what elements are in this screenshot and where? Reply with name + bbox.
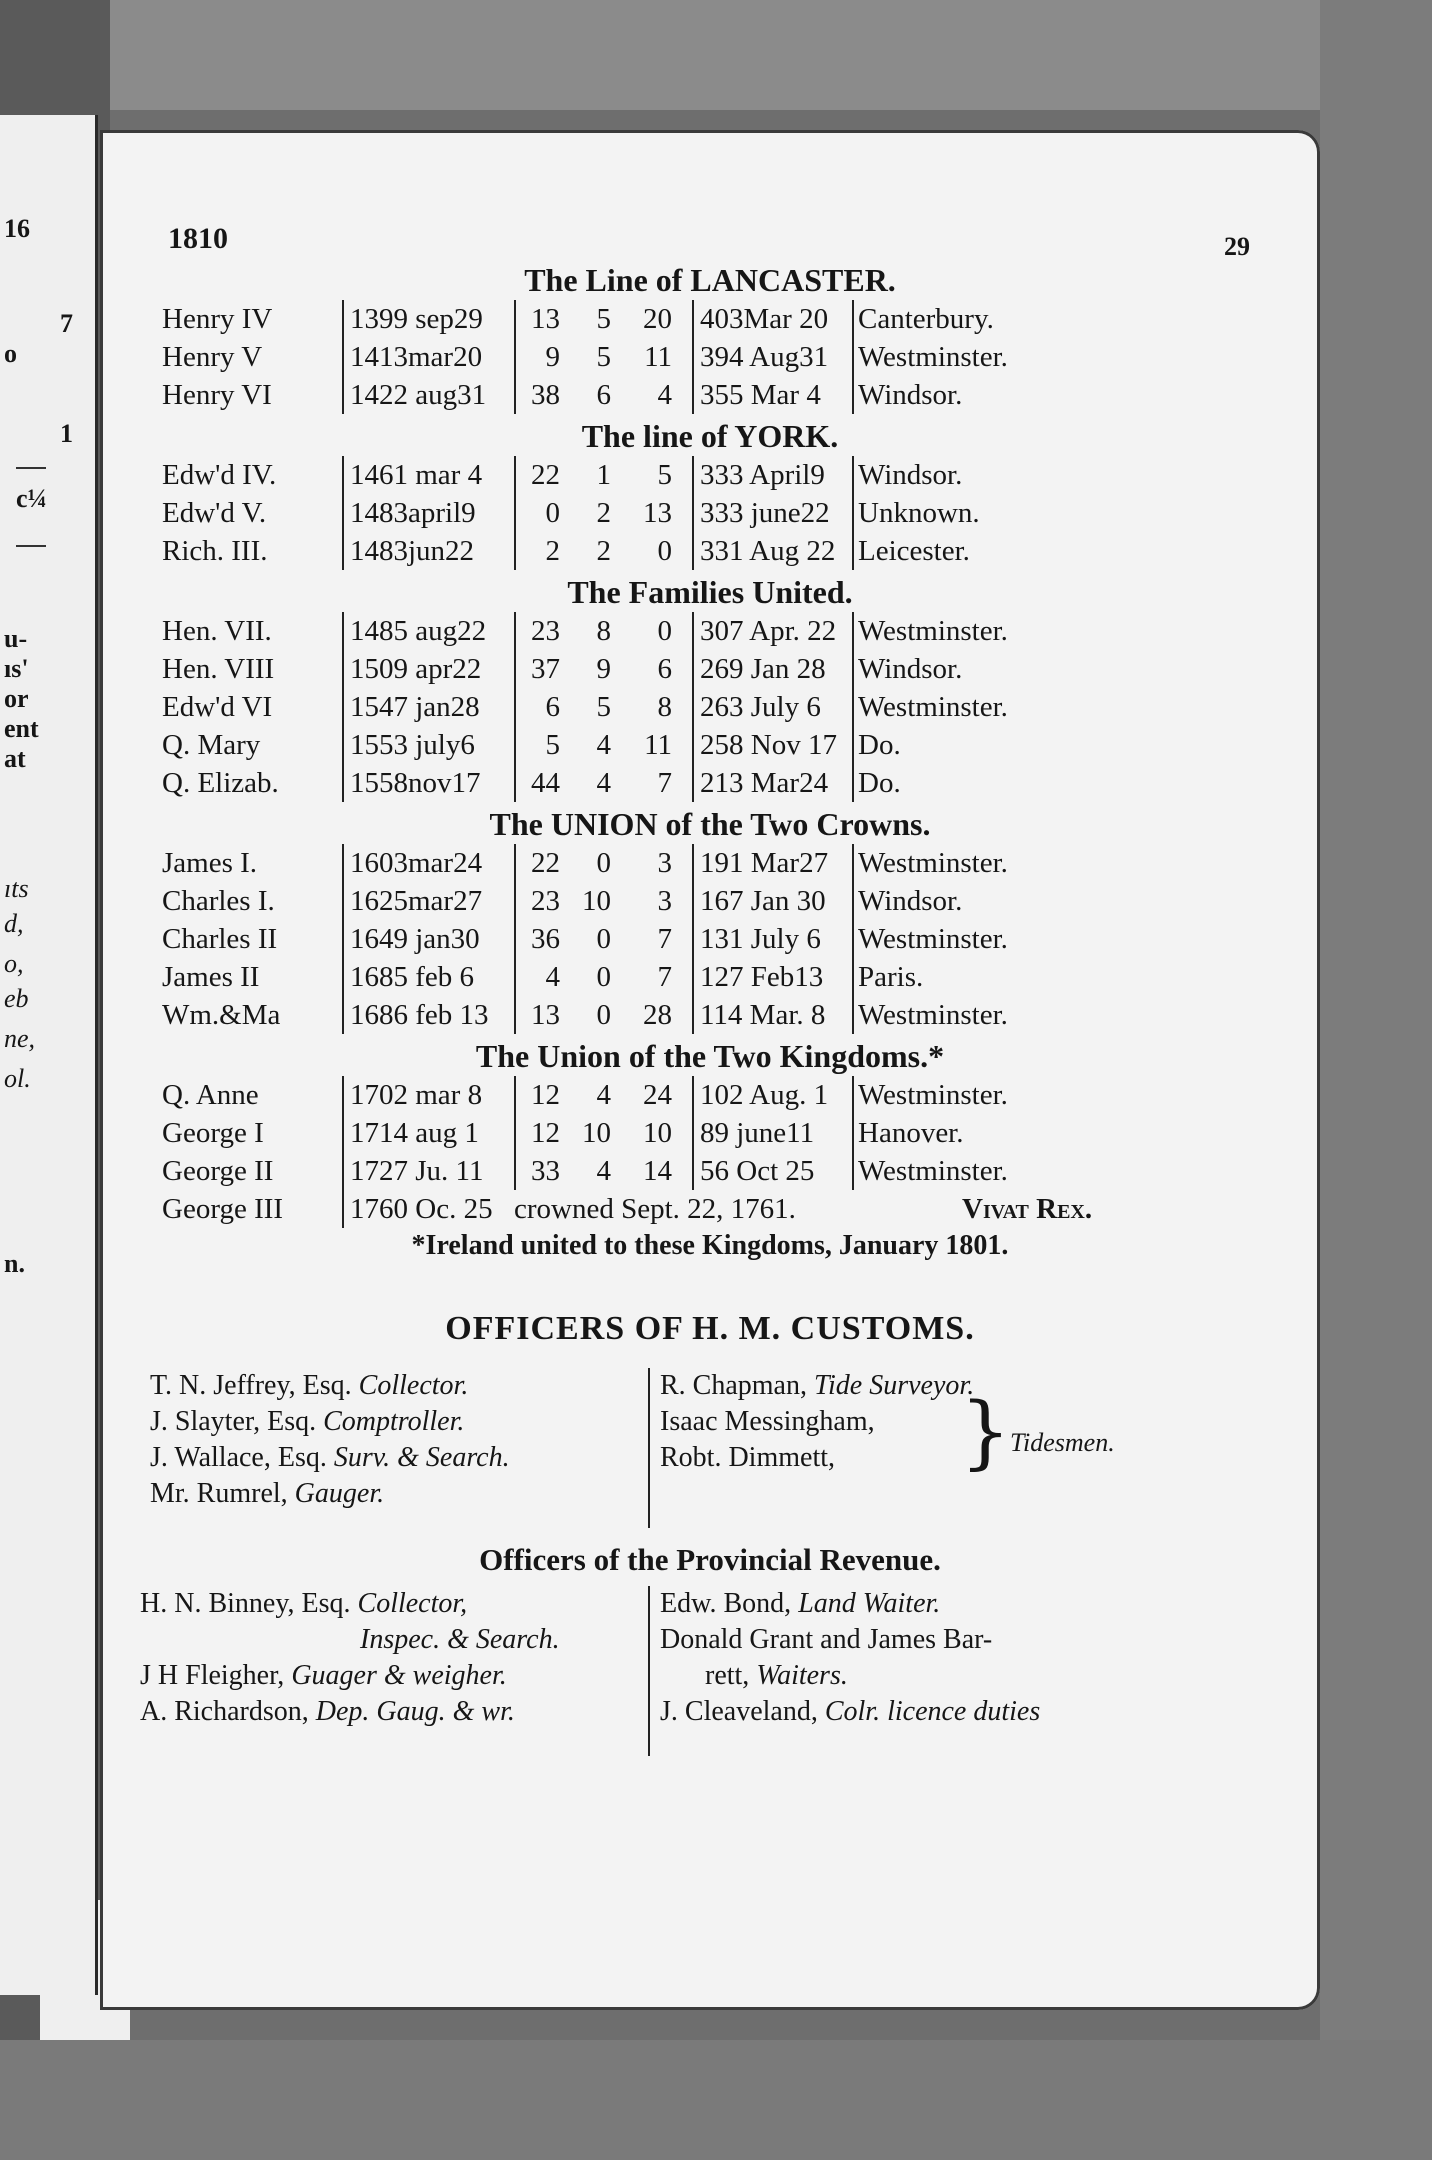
monarch-row xyxy=(162,688,1262,726)
accession-date: 1483jun22 xyxy=(342,532,500,570)
provincial-officer xyxy=(140,1694,515,1730)
vivat-rex: Vivat Rex. xyxy=(962,1193,1093,1225)
provincial-officer xyxy=(660,1622,992,1658)
officer-role: Tide Surveyor. xyxy=(814,1370,975,1401)
accession-date: 1625mar27 xyxy=(342,882,500,920)
officer-role: Colr. licence duties xyxy=(824,1696,1041,1727)
reign-years: 13 xyxy=(514,300,564,338)
reign-years: 38 xyxy=(514,376,564,414)
accession-date: 1686 feb 13 xyxy=(342,996,500,1034)
monarch-row xyxy=(162,300,1262,338)
facing-page-rule xyxy=(16,545,46,547)
reign-years: 33 xyxy=(514,1152,564,1190)
customs-officer xyxy=(150,1440,510,1476)
facing-page-fragment: o xyxy=(4,339,17,368)
reign-days: 7 xyxy=(657,923,672,955)
reign-months: 8 xyxy=(596,615,611,647)
customs-officer xyxy=(150,1476,384,1512)
officer-name: rett, xyxy=(705,1660,750,1691)
officer-name: R. Chapman, xyxy=(660,1370,807,1401)
almanac-page xyxy=(100,130,1320,2010)
column-divider xyxy=(648,1368,650,1528)
death-date: 167 Jan 30 xyxy=(692,882,850,920)
monarch-name: Hen. VIII xyxy=(162,653,275,685)
facing-page-fragment: c¼ xyxy=(16,484,48,513)
monarch-name: George I xyxy=(162,1117,264,1149)
burial-place: Windsor. xyxy=(852,456,1098,494)
death-date: 127 Feb13 xyxy=(692,958,850,996)
reign-days: 3 xyxy=(657,847,672,879)
reign-days: 14 xyxy=(643,1155,672,1187)
facing-page-rule xyxy=(16,467,46,469)
facing-page xyxy=(0,115,98,1995)
accession-date: 1483april9 xyxy=(342,494,500,532)
background-right xyxy=(1320,0,1432,2160)
reign-days: 7 xyxy=(657,767,672,799)
facing-page-fragment: u- xyxy=(4,624,28,653)
monarch-name: Wm.&Ma xyxy=(162,999,281,1031)
monarch-name: Q. Mary xyxy=(162,729,261,761)
burial-place: Windsor. xyxy=(852,376,1098,414)
reign-months: 10 xyxy=(582,1117,611,1149)
accession-date: 1461 mar 4 xyxy=(342,456,500,494)
officer-name: Edw. Bond, xyxy=(660,1588,792,1619)
reign-months: 4 xyxy=(596,767,611,799)
reign-days: 3 xyxy=(657,885,672,917)
monarch-name: Hen. VII. xyxy=(162,615,272,647)
reign-years: 22 xyxy=(514,456,564,494)
reign-months: 0 xyxy=(596,961,611,993)
reign-days: 10 xyxy=(643,1117,672,1149)
officer-name: A. Richardson, xyxy=(140,1696,309,1727)
provincial-heading: Officers of the Provincial Revenue. xyxy=(479,1542,941,1577)
reign-days: 24 xyxy=(643,1079,672,1111)
death-date: 56 Oct 25 xyxy=(692,1152,850,1190)
death-date: 333 june22 xyxy=(692,494,850,532)
reign-months: 4 xyxy=(596,1079,611,1111)
monarch-name: Henry IV xyxy=(162,303,273,335)
section-heading: The Families United. xyxy=(567,574,853,610)
accession-date: 1727 Ju. 11 xyxy=(342,1152,500,1190)
reign-years: 9 xyxy=(514,338,564,376)
officer-role: Collector, xyxy=(357,1588,468,1619)
reign-months: 0 xyxy=(596,923,611,955)
page-number: 29 xyxy=(1224,232,1250,261)
burial-place: Canterbury. xyxy=(852,300,1098,338)
reign-months: 6 xyxy=(596,379,611,411)
facing-page-fragment: ol. xyxy=(4,1064,31,1093)
accession-date: 1714 aug 1 xyxy=(342,1114,500,1152)
burial-place: Do. xyxy=(852,726,1098,764)
monarch-name: George II xyxy=(162,1155,274,1187)
monarch-row xyxy=(162,726,1262,764)
monarch-row xyxy=(162,376,1262,414)
accession-date: 1413mar20 xyxy=(342,338,500,376)
death-date: 131 July 6 xyxy=(692,920,850,958)
monarch-name: Rich. III. xyxy=(162,535,268,567)
reign-years: 13 xyxy=(514,996,564,1034)
reign-years: 12 xyxy=(514,1114,564,1152)
monarch-row xyxy=(162,1114,1262,1152)
officer-name: J. Cleaveland, xyxy=(660,1696,818,1727)
reign-years: 2 xyxy=(514,532,564,570)
reign-months: 4 xyxy=(596,1155,611,1187)
provincial-officer xyxy=(140,1658,507,1694)
reign-days: 28 xyxy=(643,999,672,1031)
facing-page-fragment: eb xyxy=(4,984,29,1013)
reign-days: 0 xyxy=(657,615,672,647)
death-date: 102 Aug. 1 xyxy=(692,1076,850,1114)
customs-officer xyxy=(660,1404,875,1440)
reign-years: 44 xyxy=(514,764,564,802)
monarch-name: Edw'd VI xyxy=(162,691,273,723)
customs-officer xyxy=(150,1368,468,1404)
customs-officer xyxy=(150,1404,464,1440)
burial-place: Westminster. xyxy=(852,688,1098,726)
accession-date: 1603mar24 xyxy=(342,844,500,882)
reign-months: 1 xyxy=(596,459,611,491)
officer-name: Donald Grant and James Bar- xyxy=(660,1624,993,1655)
reign-years: 23 xyxy=(514,612,564,650)
reign-days: 20 xyxy=(643,303,672,335)
monarch-row xyxy=(162,764,1262,802)
death-date: 213 Mar24 xyxy=(692,764,850,802)
burial-place: Do. xyxy=(852,764,1098,802)
reign-days: 7 xyxy=(657,961,672,993)
officer-role: Comptroller. xyxy=(323,1406,465,1437)
reign-months: 5 xyxy=(596,303,611,335)
reign-months: 2 xyxy=(596,535,611,567)
burial-place: Westminster. xyxy=(852,920,1098,958)
monarch-name: James I. xyxy=(162,847,258,879)
accession-date: 1485 aug22 xyxy=(342,612,500,650)
monarch-row xyxy=(162,996,1262,1034)
burial-place: Westminster. xyxy=(852,612,1098,650)
monarch-name: George III xyxy=(162,1193,284,1225)
officer-name: J. Wallace, Esq. xyxy=(150,1442,327,1473)
accession-date: 1558nov17 xyxy=(342,764,500,802)
monarch-name: Charles I. xyxy=(162,885,275,917)
accession-date: 1509 apr22 xyxy=(342,650,500,688)
accession-date: 1422 aug31 xyxy=(342,376,500,414)
reign-years: 6 xyxy=(514,688,564,726)
facing-page-fragment: ıs' xyxy=(4,654,29,683)
reign-days: 8 xyxy=(657,691,672,723)
death-date: 394 Aug31 xyxy=(692,338,850,376)
death-date: 403Mar 20 xyxy=(692,300,850,338)
reign-months: 0 xyxy=(596,847,611,879)
death-date: 355 Mar 4 xyxy=(692,376,850,414)
monarch-row xyxy=(162,1190,1262,1228)
death-date: 269 Jan 28 xyxy=(692,650,850,688)
reign-years: 5 xyxy=(514,726,564,764)
officer-role: Dep. Gaug. & wr. xyxy=(315,1696,515,1727)
footnote: *Ireland united to these Kingdoms, January 1801. xyxy=(411,1230,1009,1261)
death-date: 114 Mar. 8 xyxy=(692,996,850,1034)
facing-page-fragment: 1 xyxy=(60,419,73,448)
monarch-row xyxy=(162,338,1262,376)
section-heading: The Line of LANCASTER. xyxy=(524,262,896,298)
reign-years: 37 xyxy=(514,650,564,688)
monarch-row xyxy=(162,1076,1262,1114)
brace: } xyxy=(960,1385,1011,1478)
monarch-row xyxy=(162,456,1262,494)
reign-years: 4 xyxy=(514,958,564,996)
customs-heading: OFFICERS OF H. M. CUSTOMS. xyxy=(445,1310,975,1347)
reign-days: 5 xyxy=(657,459,672,491)
death-date: 333 April9 xyxy=(692,456,850,494)
facing-page-fragment: ıts xyxy=(4,874,29,903)
reign-days: 11 xyxy=(644,341,672,373)
reign-days: 6 xyxy=(657,653,672,685)
monarch-name: Edw'd V. xyxy=(162,497,267,529)
facing-page-fragment: or xyxy=(4,684,29,713)
accession-date: 1553 july6 xyxy=(342,726,500,764)
officer-role: Waiters. xyxy=(756,1660,848,1691)
officer-name: J. Slayter, Esq. xyxy=(150,1406,317,1437)
death-date: 263 July 6 xyxy=(692,688,850,726)
burial-place: Westminster. xyxy=(852,844,1098,882)
accession-date: 1399 sep29 xyxy=(342,300,500,338)
monarch-row xyxy=(162,1152,1262,1190)
death-date: 307 Apr. 22 xyxy=(692,612,850,650)
column-divider xyxy=(648,1586,650,1756)
monarch-row xyxy=(162,882,1262,920)
accession-date: 1760 Oc. 25 xyxy=(342,1190,500,1228)
monarch-name: Q. Elizab. xyxy=(162,767,279,799)
burial-place: Leicester. xyxy=(852,532,1098,570)
facing-page-fragment: ne, xyxy=(4,1024,36,1053)
officer-role: Land Waiter. xyxy=(798,1588,941,1619)
burial-place: Unknown. xyxy=(852,494,1098,532)
facing-page-fragment: 16 xyxy=(4,214,30,243)
provincial-officer xyxy=(360,1622,560,1658)
page-year: 1810 xyxy=(168,222,228,255)
section-heading: The Union of the Two Kingdoms.* xyxy=(475,1038,945,1074)
officer-name: Robt. Dimmett, xyxy=(660,1442,835,1473)
monarch-row xyxy=(162,650,1262,688)
reign-days: 0 xyxy=(657,535,672,567)
facing-page-fragment: ent xyxy=(4,714,39,743)
death-date: 258 Nov 17 xyxy=(692,726,850,764)
officer-role: Inspec. & Search. xyxy=(360,1624,560,1655)
monarch-row xyxy=(162,920,1262,958)
burial-place: Paris. xyxy=(852,958,1098,996)
officer-name: Mr. Rumrel, xyxy=(150,1478,288,1509)
monarch-name: Edw'd IV. xyxy=(162,459,277,491)
monarch-name: Q. Anne xyxy=(162,1079,259,1111)
facing-page-fragment: d, xyxy=(4,909,24,938)
reign-months: 5 xyxy=(596,691,611,723)
burial-place: Westminster. xyxy=(852,1152,1098,1190)
monarch-name: James II xyxy=(162,961,260,993)
facing-page-fragment: o, xyxy=(4,949,24,978)
death-date: 331 Aug 22 xyxy=(692,532,850,570)
reign-years: 0 xyxy=(514,494,564,532)
burial-place: Westminster. xyxy=(852,996,1098,1034)
monarch-name: Henry VI xyxy=(162,379,272,411)
reign-months: 10 xyxy=(582,885,611,917)
officer-name: T. N. Jeffrey, Esq. xyxy=(150,1370,352,1401)
monarch-row xyxy=(162,494,1262,532)
section-heading: The UNION of the Two Crowns. xyxy=(489,806,931,842)
customs-officer xyxy=(660,1368,974,1404)
provincial-officer xyxy=(660,1694,1040,1730)
accession-date: 1649 jan30 xyxy=(342,920,500,958)
reign-years: 36 xyxy=(514,920,564,958)
reign-days: 13 xyxy=(643,497,672,529)
reign-months: 5 xyxy=(596,341,611,373)
burial-place: Windsor. xyxy=(852,882,1098,920)
death-date: 191 Mar27 xyxy=(692,844,850,882)
death-date: 89 june11 xyxy=(692,1114,850,1152)
officer-role: Guager & weigher. xyxy=(291,1660,507,1691)
reign-days: 11 xyxy=(644,729,672,761)
provincial-officer xyxy=(705,1658,848,1694)
officer-name: Isaac Messingham, xyxy=(660,1406,875,1437)
reign-years: 12 xyxy=(514,1076,564,1114)
facing-page-fragment: n. xyxy=(4,1249,25,1278)
reign-years: 23 xyxy=(514,882,564,920)
monarch-row xyxy=(162,612,1262,650)
monarch-row xyxy=(162,958,1262,996)
officer-name: J H Fleigher, xyxy=(140,1660,285,1691)
officer-role: Gauger. xyxy=(294,1478,385,1509)
monarch-row xyxy=(162,844,1262,882)
reign-months: 4 xyxy=(596,729,611,761)
reign-days: 4 xyxy=(657,379,672,411)
officer-name: H. N. Binney, Esq. xyxy=(140,1588,351,1619)
burial-place: Windsor. xyxy=(852,650,1098,688)
burial-place: Hanover. xyxy=(852,1114,1098,1152)
monarch-row xyxy=(162,532,1262,570)
monarch-name: Charles II xyxy=(162,923,278,955)
burial-place: Westminster. xyxy=(852,338,1098,376)
provincial-officer xyxy=(140,1586,467,1622)
accession-date: 1702 mar 8 xyxy=(342,1076,500,1114)
reign-months: 0 xyxy=(596,999,611,1031)
officer-role: Collector. xyxy=(358,1370,469,1401)
monarch-name: Henry V xyxy=(162,341,263,373)
customs-officer xyxy=(660,1440,835,1476)
provincial-officer xyxy=(660,1586,940,1622)
reign-months: 2 xyxy=(596,497,611,529)
facing-page-fragment: 7 xyxy=(60,309,73,338)
accession-date: 1685 feb 6 xyxy=(342,958,500,996)
reign-years: 22 xyxy=(514,844,564,882)
burial-place: Westminster. xyxy=(852,1076,1098,1114)
reign-months: 9 xyxy=(596,653,611,685)
section-heading: The line of YORK. xyxy=(581,418,839,454)
background-bottom xyxy=(0,2040,1432,2160)
officer-role: Surv. & Search. xyxy=(333,1442,510,1473)
background-top xyxy=(0,0,1432,110)
accession-date: 1547 jan28 xyxy=(342,688,500,726)
tidesmen-label: Tidesmen. xyxy=(1010,1428,1115,1457)
facing-page-fragment: at xyxy=(4,744,26,773)
coronation-note: crowned Sept. 22, 1761. xyxy=(514,1193,796,1225)
